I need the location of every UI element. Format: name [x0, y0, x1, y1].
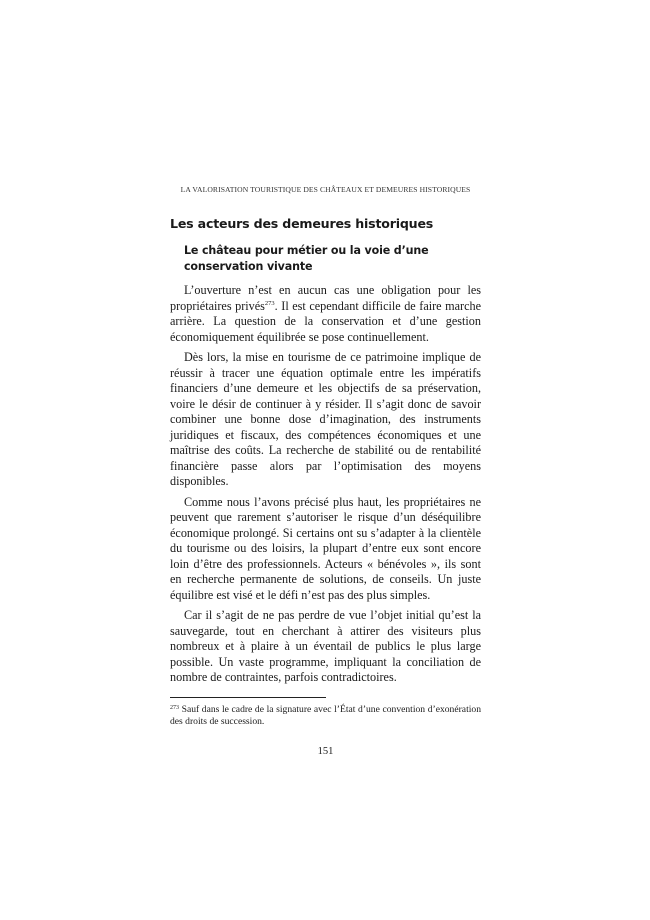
paragraph-1	[170, 283, 481, 345]
paragraph-3: Comme nous l’avons précisé plus haut, les propriétaires ne peuvent que rarement s’autoriser le risque d’un déséquilibre économique prolongé. Si certains ont su s’adapter à la clientèle du tourisme ou des loisirs, la plupart d’entre eux sont encore loin d’être des professionnels. Acteurs « bénévoles », ils sont en recherche permanente de solutions, de conseils. Un juste équilibre est visé et le défi n’est pas des plus simples.	[170, 494, 481, 602]
paragraph-2: Dès lors, la mise en tourisme de ce patrimoine implique de réussir à tracer une équation optimale entre les impératifs financiers d’une demeure et les objectifs de sa préservation, voire le désir de continuer à y résider. Il s’agit donc de savoir combiner une bonne dose d’imagination, des instruments juridiques et fiscaux, des compétences économiques et une maîtrise des coûts. La recherche de stabilité ou de rentabilité financière passe alors par l’optimisation des moyens disponibles.	[170, 350, 481, 488]
footnote-number: 273	[170, 705, 179, 711]
body-text	[170, 283, 481, 691]
footnote-reference[interactable]: 273	[264, 299, 275, 307]
paragraph-1-text-end: . Il est cependant difficile de faire marche arrière. La question de la conservation et d’une gestion économiquement équilibrée se pose continuellement.	[170, 298, 481, 344]
running-header: LA VALORISATION TOURISTIQUE DES CHÂTEAUX ET DEMEURES HISTORIQUES	[180, 185, 471, 194]
footnote	[170, 704, 481, 728]
paragraph-1-text-start: L’ouverture n’est en aucun cas une obligation pour les propriétaires privés	[170, 283, 481, 313]
section-title: Les acteurs des demeures historiques	[170, 216, 434, 231]
paragraph-4: Car il s’agit de ne pas perdre de vue l’objet initial qu’est la sauvegarde, tout en cherchant à attirer des visiteurs plus nombreux et à plaire à un éventail de publics le plus large possible. Un vaste programme, impliquant la conciliation de nombre de contraintes, parfois contradictoires.	[170, 608, 481, 684]
footnote-text: Sauf dans le cadre de la signature avec l’État d’une convention d’exonération des droits de succession.	[170, 704, 481, 727]
subsection-title: Le château pour métier ou la voie d’une conservation vivante	[184, 244, 429, 273]
footnote-divider	[170, 697, 326, 698]
page-number: 151	[317, 746, 334, 757]
